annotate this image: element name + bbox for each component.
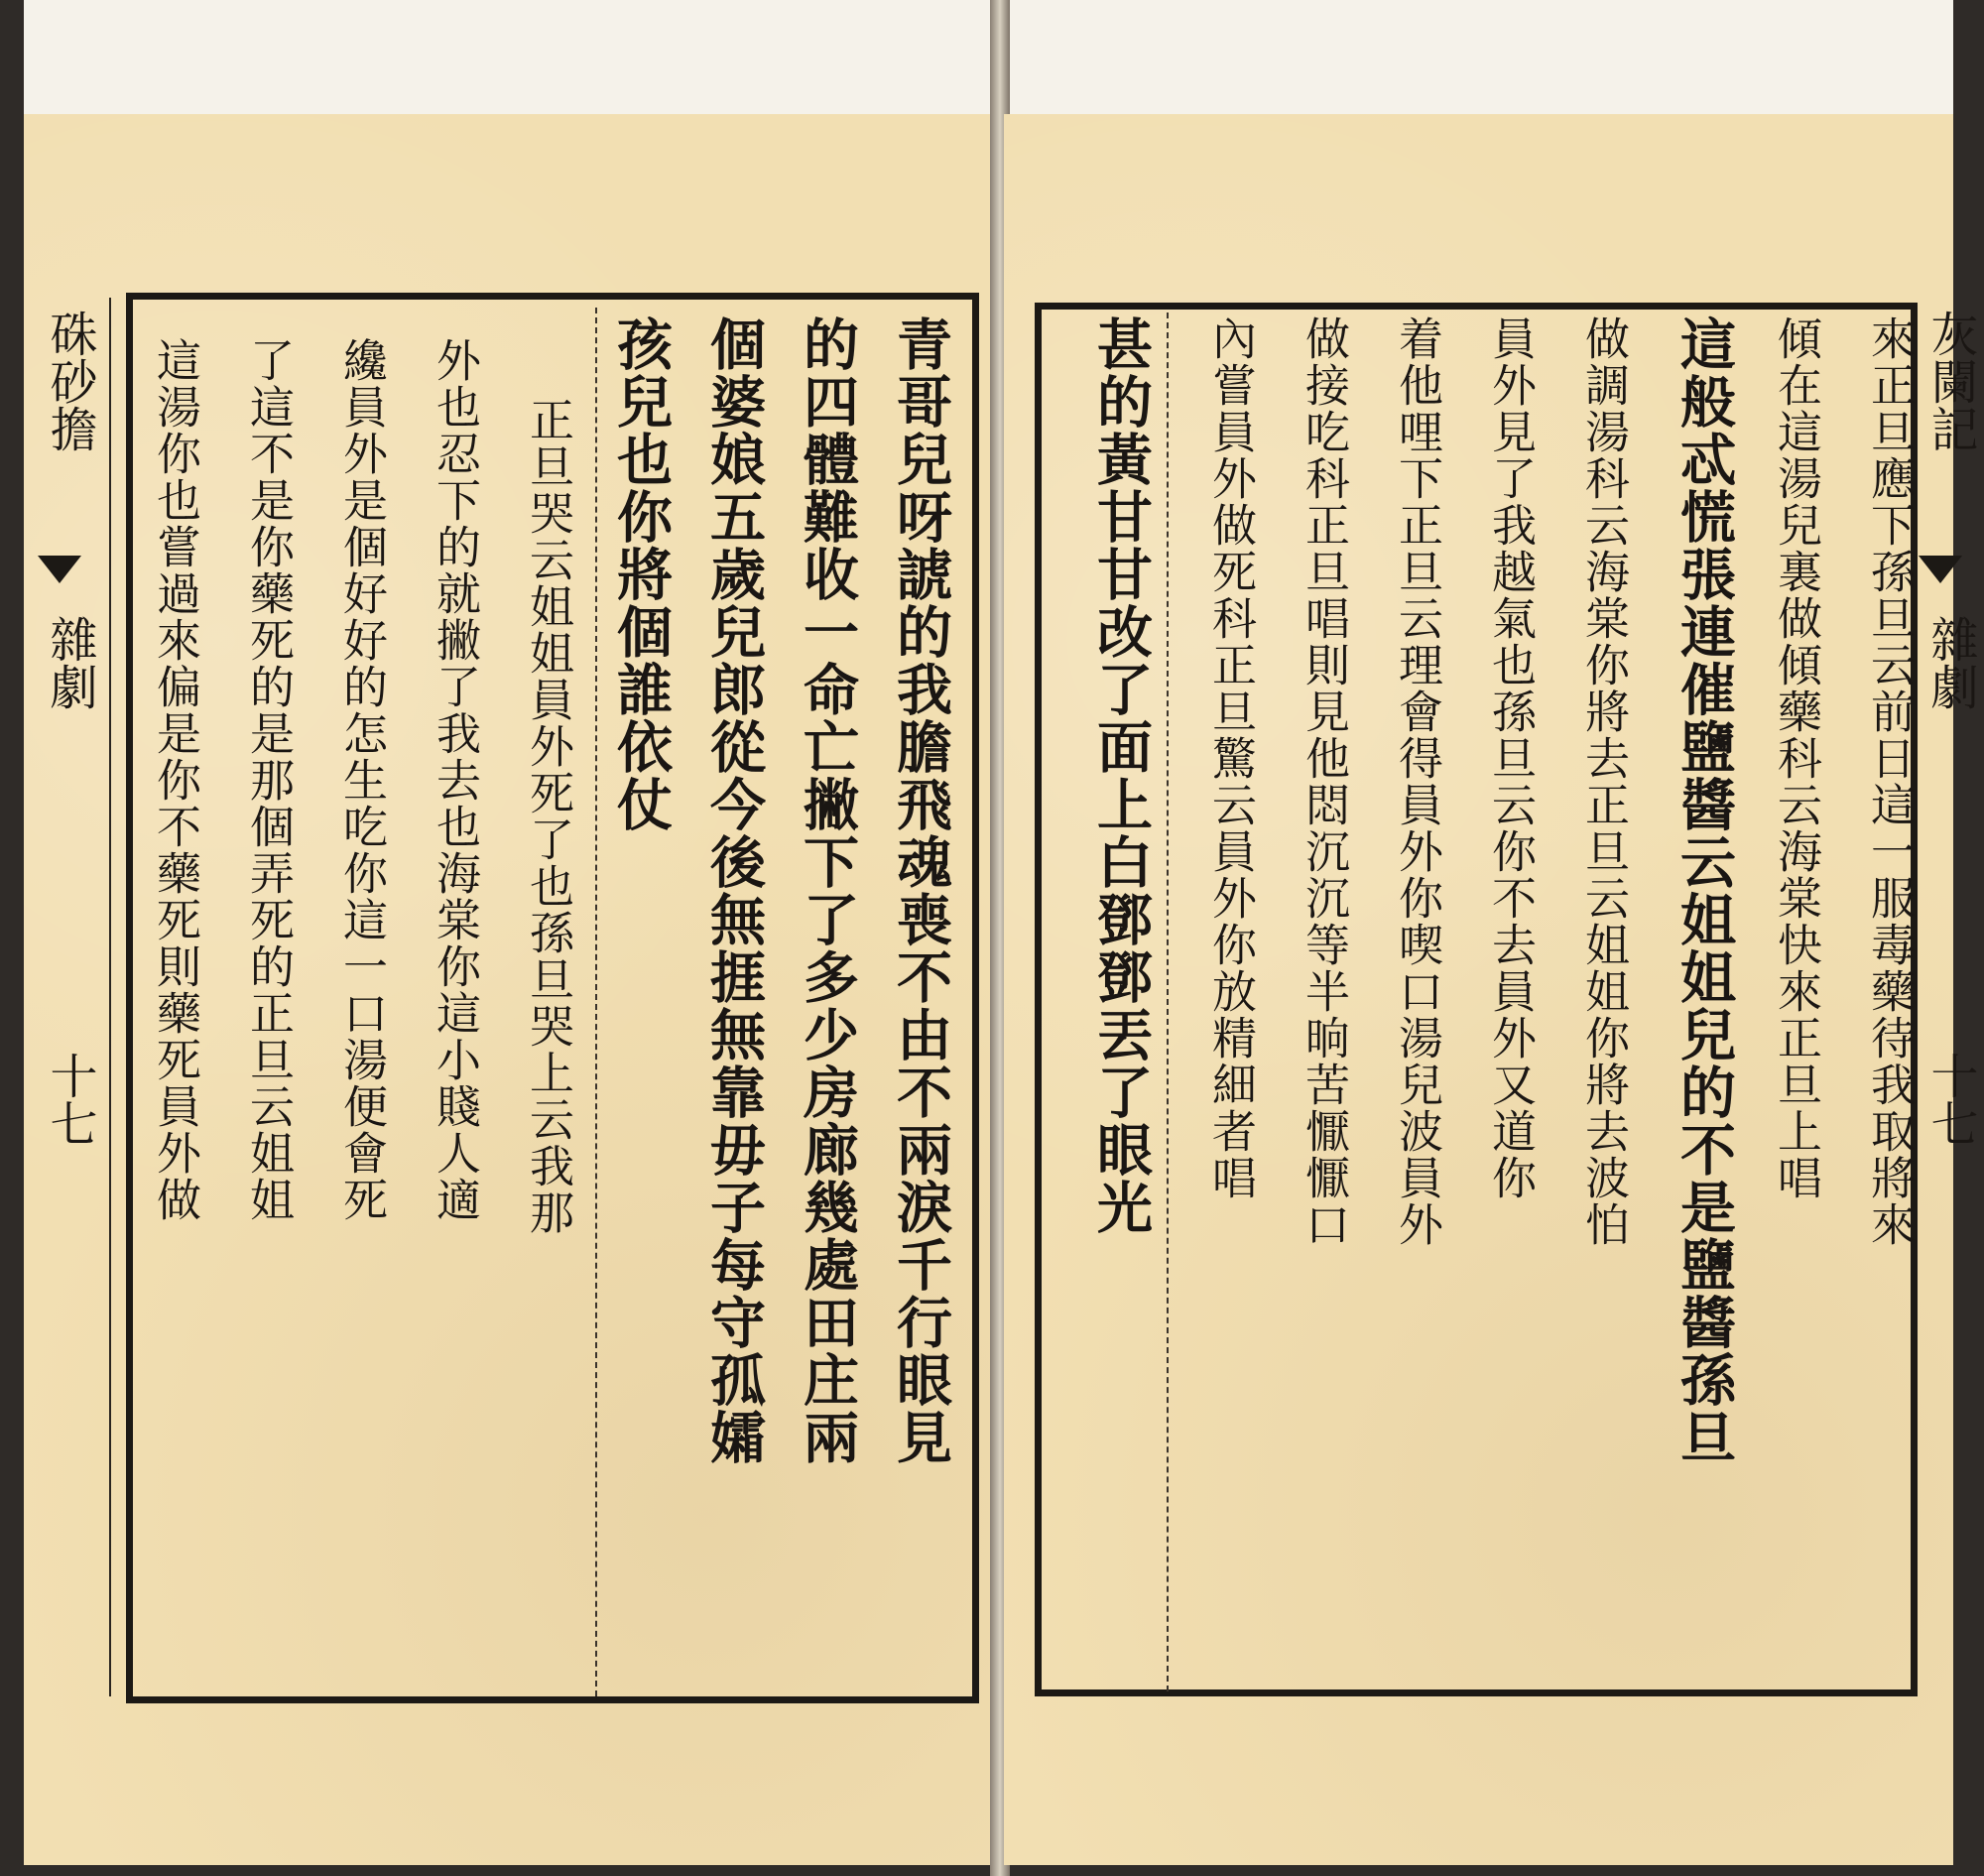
left-column-1: 青哥兒呀諕的我膽飛魂喪不由不兩淚千行眼見 bbox=[888, 315, 953, 1466]
left-column-2: 的四體難收一命亡撇下了多少房廊幾處田庄兩 bbox=[795, 315, 860, 1466]
right-column-7: 做接吃科正旦唱則見他悶沉沉等半晌苦懨懨口 bbox=[1298, 315, 1350, 1248]
right-column-2: 傾在這湯兒裏做傾藥科云海棠快來正旦上唱 bbox=[1770, 315, 1822, 1201]
right-folio-number: 十七 bbox=[1922, 1052, 1978, 1147]
right-column-6: 着他哩下正旦云理會得員外你喫口湯兒波員外 bbox=[1391, 315, 1443, 1248]
left-column-9: 這湯你也嘗過來偏是你不藥死則藥死員外做 bbox=[149, 337, 201, 1223]
right-column-4: 做調湯科云海棠你將去正旦云姐姐你將去波怕 bbox=[1577, 315, 1630, 1248]
right-column-9: 甚的黃甘甘改了面上白鄧鄧丟了眼光 bbox=[1088, 315, 1154, 1236]
left-column-6: 外也忍下的就撇了我去也海棠你這小賤人適 bbox=[429, 337, 481, 1223]
right-fold-section: 雜劇 bbox=[1922, 615, 1978, 710]
left-fishtail-mark bbox=[38, 556, 81, 583]
left-column-3: 個婆娘五歲兒郎從今後無捱無靠毋子每守孤孀 bbox=[701, 315, 767, 1466]
left-column-4: 孩兒也你將個誰依仗 bbox=[608, 315, 674, 833]
right-column-5: 員外見了我越氣也孫旦云你不去員外又道你 bbox=[1484, 315, 1537, 1201]
right-column-3: 這般忒慌張連催鹽醬云姐姐兒的不是鹽醬孫旦 bbox=[1672, 315, 1737, 1466]
left-column-rule bbox=[595, 308, 597, 1696]
right-fishtail-mark bbox=[1919, 556, 1962, 583]
right-column-8: 內嘗員外做死科正旦驚云員外你放精細者唱 bbox=[1204, 315, 1257, 1201]
left-fold-title: 硃砂擔 bbox=[42, 310, 97, 452]
right-fold-title: 灰闌記 bbox=[1922, 310, 1978, 452]
right-column-rule bbox=[1167, 313, 1169, 1691]
left-fold-rule bbox=[109, 298, 111, 1696]
left-column-8: 了這不是你藥死的是那個弄死的正旦云姐姐 bbox=[242, 337, 295, 1223]
left-folio-number: 十七 bbox=[42, 1052, 97, 1147]
top-paper-edge bbox=[24, 0, 1953, 117]
left-column-7: 纔員外是個好好的怎生吃你這一口湯便會死 bbox=[335, 337, 388, 1223]
left-column-5: 正旦哭云姐姐員外死了也孫旦哭上云我那 bbox=[522, 397, 574, 1236]
left-fold-section: 雜劇 bbox=[42, 615, 97, 710]
right-column-1: 來正旦應下孫旦云前日這一服毒藥待我取將來 bbox=[1863, 315, 1916, 1248]
